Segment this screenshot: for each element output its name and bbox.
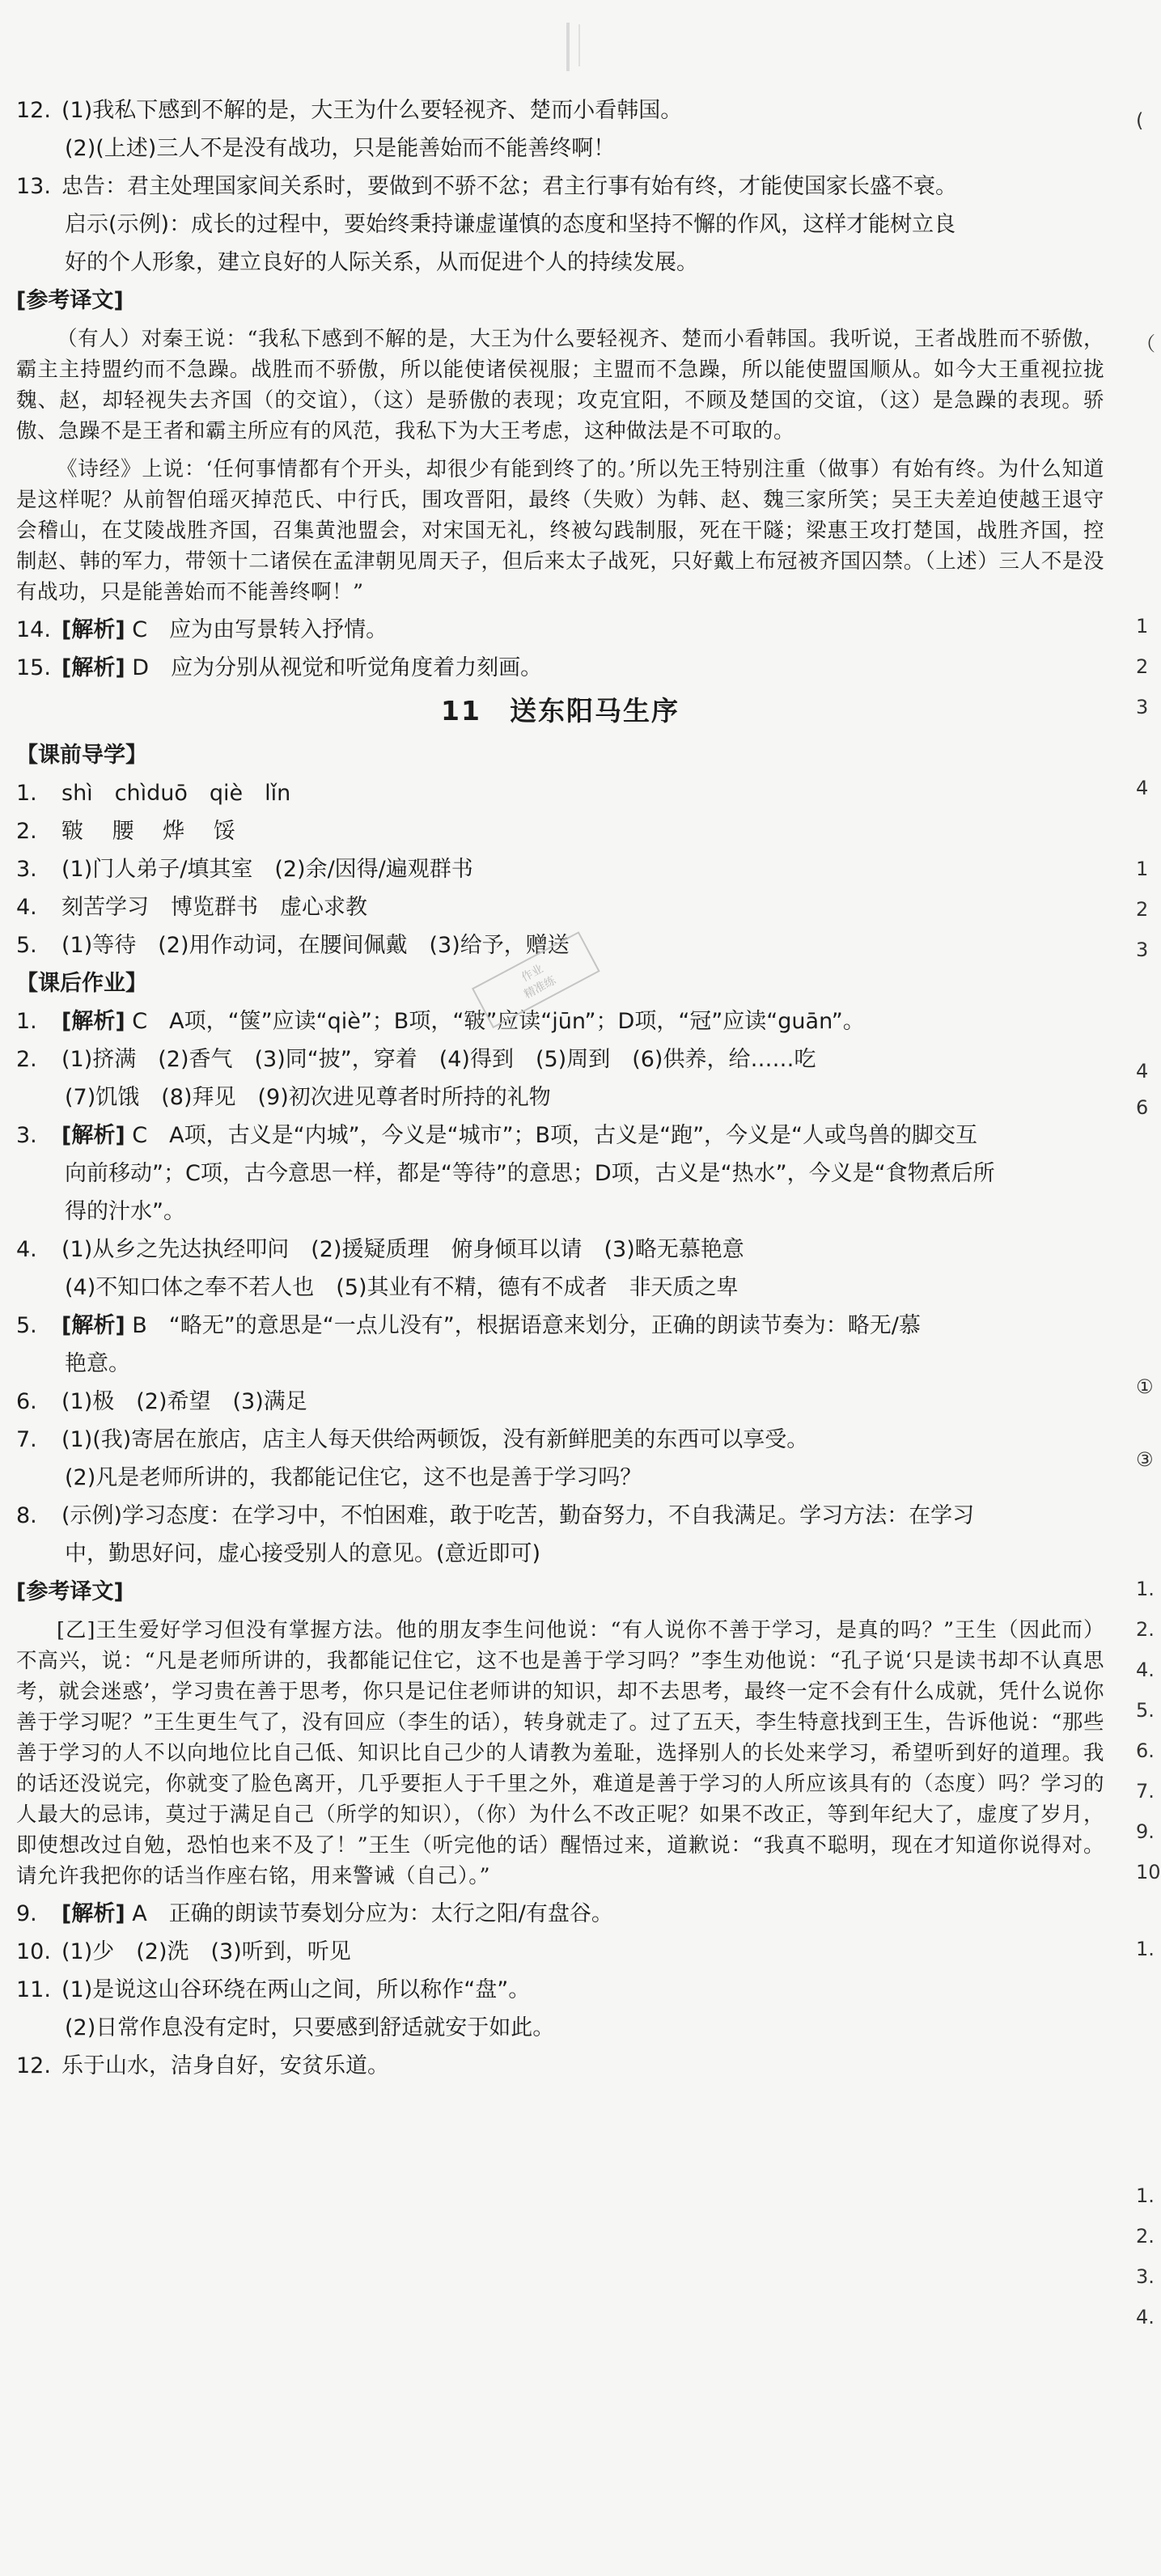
- answer-line: [16, 653, 1104, 684]
- question-number: 12.: [16, 2053, 51, 2078]
- answer-text: (2)(上述)三人不是没有战功，只是能善始而不能善终啊！: [65, 136, 616, 161]
- answer-line: [16, 1937, 1104, 1968]
- question-number: 3.: [16, 857, 37, 882]
- answer-line: [16, 615, 1104, 646]
- answer-line: [16, 1273, 1104, 1303]
- answer-text: (2)日常作息没有定时，只要感到舒适就安于如此。: [65, 2015, 555, 2040]
- question-number: 10.: [16, 1939, 51, 1964]
- answer-text: C A项，“箧”应读“qiè”；B项，“皲”应读“jūn”；D项，“冠”应读“guān”。: [132, 1009, 865, 1034]
- answer-line: [16, 1159, 1104, 1189]
- answer-line: [16, 2051, 1104, 2082]
- question-number: 4.: [16, 1237, 37, 1262]
- answer-line: [16, 133, 1104, 164]
- analysis-tag: [解析]: [61, 617, 125, 642]
- answer-line: [16, 1121, 1104, 1151]
- answer-line: [16, 816, 1104, 847]
- answer-text: 刻苦学习 博览群书 虚心求教: [61, 895, 367, 920]
- question-number: 3.: [16, 1123, 37, 1148]
- question-number: 5.: [16, 933, 37, 958]
- question-number: 14.: [16, 617, 51, 642]
- scan-mark: [566, 23, 570, 71]
- answer-text: 好的个人形象，建立良好的人际关系，从而促进个人的持续发展。: [65, 250, 698, 275]
- answer-line: [16, 778, 1104, 809]
- answer-line: [16, 892, 1104, 923]
- answer-text: (1)少 (2)洗 (3)听到，听见: [61, 1939, 351, 1964]
- section-heading-pre-class: 【课前导学】: [16, 743, 147, 768]
- section-heading-homework: 【课后作业】: [16, 971, 147, 996]
- answer-text: (1)(我)寄居在旅店，店主人每天供给两顿饭，没有新鲜肥美的东西可以享受。: [61, 1427, 809, 1452]
- question-number: 1.: [16, 1009, 37, 1034]
- question-number: 4.: [16, 895, 37, 920]
- answer-text: 启示(示例)：成长的过程中，要始终秉持谦虚谨慎的态度和坚持不懈的作风，这样才能树立良: [65, 212, 956, 237]
- answer-line: [16, 1463, 1104, 1493]
- lesson-number: 11: [441, 695, 481, 727]
- analysis-tag: [解析]: [61, 1009, 125, 1034]
- answer-line: [16, 1197, 1104, 1227]
- answer-text: (1)是说这山谷环绕在两山之间，所以称作“盘”。: [61, 1977, 531, 2002]
- answer-text: (4)不知口体之奉不若人也 (5)其业有不精，德有不成者 非天质之卑: [65, 1275, 739, 1300]
- answer-text: D 应为分别从视觉和听觉角度着力刻画。: [132, 655, 543, 680]
- question-number: 2.: [16, 1047, 37, 1072]
- answer-line: [16, 1387, 1104, 1417]
- question-number: 7.: [16, 1427, 37, 1452]
- answer-line: [16, 248, 1104, 278]
- translation-paragraph: 《诗经》上说：‘任何事情都有个开头，却很少有能到终了的。’所以先王特别注重（做事）有始有终。为什么知道是这样呢？从前智伯瑶灭掉范氏、中行氏，围攻晋阳，最终（失败）为韩、赵、魏三家所笑；吴王夫差迫使越王退守会稽山，在艾陵战胜齐国，召集黄池盟会，对宋国无礼，终被勾践制服，死在干隧；梁惠王攻打楚国，战胜齐国，控制赵、韩的军力，带领十二诸侯在孟津朝见周天子，但后来太子战死，只好戴上布冠被齐国囚禁。（上述）三人不是没有战功，只是能善始而不能善终啊！”: [16, 457, 1104, 604]
- answer-text: 忠告：君主处理国家间关系时，要做到不骄不忿；君主行事有始有终，才能使国家长盛不衰。: [61, 174, 957, 199]
- analysis-tag: [解析]: [61, 655, 125, 680]
- answer-line: [16, 1235, 1104, 1265]
- translation-paragraph: （有人）对秦王说：“我私下感到不解的是，大王为什么要轻视齐、楚而小看韩国。我听说，王者战胜而不骄傲，霸主主持盟约而不急躁。战胜而不骄傲，所以能使诸侯视服；主盟而不急躁，所以能使盟国顺从。如今大王重视拉拢魏、赵，却轻视失去齐国（的交谊），（这）是骄傲的表现；攻克宜阳，不顾及楚国的交谊，（这）是急躁的表现。骄傲、急躁不是王者和霸主所应有的风范，我私下为大王考虑，这种做法是不可取的。: [16, 327, 1104, 443]
- answer-line: [16, 1083, 1104, 1113]
- answer-line: [16, 1539, 1104, 1570]
- answer-text: 得的汁水”。: [65, 1199, 185, 1224]
- answer-text: 皲 腰 烨 馁: [61, 819, 235, 844]
- answer-text: 中，勤思好问，虚心接受别人的意见。(意近即可): [65, 1541, 541, 1566]
- answer-text: shì chìduō qiè lǐn: [61, 781, 291, 806]
- answer-text: B “略无”的意思是“一点儿没有”，根据语意来划分，正确的朗读节奏为：略无/慕: [132, 1313, 921, 1338]
- answer-text: (2)凡是老师所讲的，我都能记住它，这不也是善于学习吗？: [65, 1465, 642, 1490]
- stamp-text: 作业 精准练: [472, 931, 600, 1028]
- question-number: 9.: [16, 1901, 37, 1926]
- answer-text: C 应为由写景转入抒情。: [132, 617, 388, 642]
- answer-line: [16, 1899, 1104, 1930]
- reference-translation-label: [参考译文]: [16, 1579, 124, 1604]
- analysis-tag: [解析]: [61, 1123, 125, 1148]
- answer-line: [16, 1975, 1104, 2006]
- answer-text: (1)门人弟子/填其室 (2)余/因得/遍观群书: [61, 857, 473, 882]
- answer-line: [16, 95, 1104, 126]
- analysis-tag: [解析]: [61, 1901, 125, 1926]
- answer-text: (1)从乡之先达执经叩问 (2)援疑质理 俯身倾耳以请 (3)略无慕艳意: [61, 1237, 744, 1262]
- answer-text: (示例)学习态度：在学习中，不怕困难，敢于吃苦，勤奋努力，不自我满足。学习方法：在学习: [61, 1503, 975, 1528]
- reference-translation-label: [参考译文]: [16, 288, 124, 313]
- translation-paragraph: [乙]王生爱好学习但没有掌握方法。他的朋友李生问他说：“有人说你不善于学习，是真的吗？”王生（因此而）不高兴，说：“凡是老师所讲的，我都能记住它，这不也是善于学习吗？”李生劝他说：“孔子说‘只是读书却不认真思考，就会迷惑’，学习贵在善于思考，你只是记住老师讲的知识，却不去思考，最终一定不会有什么成就，凭什么说你善于学习呢？”王生更生气了，没有回应（李生的话），转身就走了。过了五天，李生特意找到王生，告诉他说：“那些善于学习的人不以向地位比自己低、知识比自己少的人请教为羞耻，选择别人的长处来学习，希望听到好的道理。我的话还没说完，你就变了脸色离开，几乎要拒人于千里之外，难道是善于学习的人所应该具有的（态度）吗？学习的人最大的忌讳，莫过于满足自己（所学的知识），（你）为什么不改正呢？如果不改正，等到年纪大了，虚度了岁月，即使想改过自勉，恐怕也来不及了！”王生（听完他的话）醒悟过来，道歉说：“我真不聪明，现在才知道你说得对。请允许我把你的话当作座右铭，用来警诫（自己）。”: [16, 1618, 1104, 1888]
- answer-line: [16, 172, 1104, 202]
- question-number: 11.: [16, 1977, 51, 2002]
- lesson-title: [16, 692, 1104, 731]
- answer-line: [16, 1044, 1104, 1075]
- lesson-name: 送东阳马生序: [509, 695, 680, 727]
- answer-line: [16, 1311, 1104, 1341]
- answer-text: (1)等待 (2)用作动词，在腰间佩戴 (3)给予，赠送: [61, 933, 570, 958]
- question-number: 2.: [16, 819, 37, 844]
- question-number: 15.: [16, 655, 51, 680]
- answer-text: C A项，古义是“内城”，今义是“城市”；B项，古义是“跑”，今义是“人或鸟兽的脚交互: [132, 1123, 978, 1148]
- question-number: 12.: [16, 98, 51, 123]
- analysis-tag: [解析]: [61, 1313, 125, 1338]
- answer-line: [16, 1349, 1104, 1379]
- answer-text: (7)饥饿 (8)拜见 (9)初次进见尊者时所持的礼物: [65, 1085, 551, 1110]
- answer-line: [16, 854, 1104, 885]
- answer-text: (1)极 (2)希望 (3)满足: [61, 1389, 307, 1414]
- answer-text: (1)挤满 (2)香气 (3)同“披”，穿着 (4)得到 (5)周到 (6)供养，给……吃: [61, 1047, 816, 1072]
- answer-line: [16, 2013, 1104, 2044]
- question-number: 6.: [16, 1389, 37, 1414]
- answer-line: [16, 210, 1104, 240]
- question-number: 1.: [16, 781, 37, 806]
- answer-text: (1)我私下感到不解的是，大王为什么要轻视齐、楚而小看韩国。: [61, 98, 683, 123]
- answer-text: A 正确的朗读节奏划分应为：太行之阳/有盘谷。: [132, 1901, 613, 1926]
- adjacent-page-edge: ( （ 1 2 3 4 1 2 3 4 6 ① ③ 1. 2. 4. 5. 6. 7. 9. 10 1. 1. 2. 3. 4.: [1136, 109, 1161, 2328]
- answer-text: 向前移动”；C项，古今意思一样，都是“等待”的意思；D项，古义是“热水”，今义是“食物煮后所: [65, 1161, 995, 1186]
- answer-line: [16, 1425, 1104, 1455]
- question-number: 13.: [16, 174, 51, 199]
- answer-text: 乐于山水，洁身自好，安贫乐道。: [61, 2053, 389, 2078]
- answer-line: [16, 1501, 1104, 1532]
- answer-column: [16, 95, 1104, 2089]
- question-number: 5.: [16, 1313, 37, 1338]
- scan-mark: [578, 24, 580, 66]
- question-number: 8.: [16, 1503, 37, 1528]
- answer-text: 艳意。: [65, 1351, 130, 1376]
